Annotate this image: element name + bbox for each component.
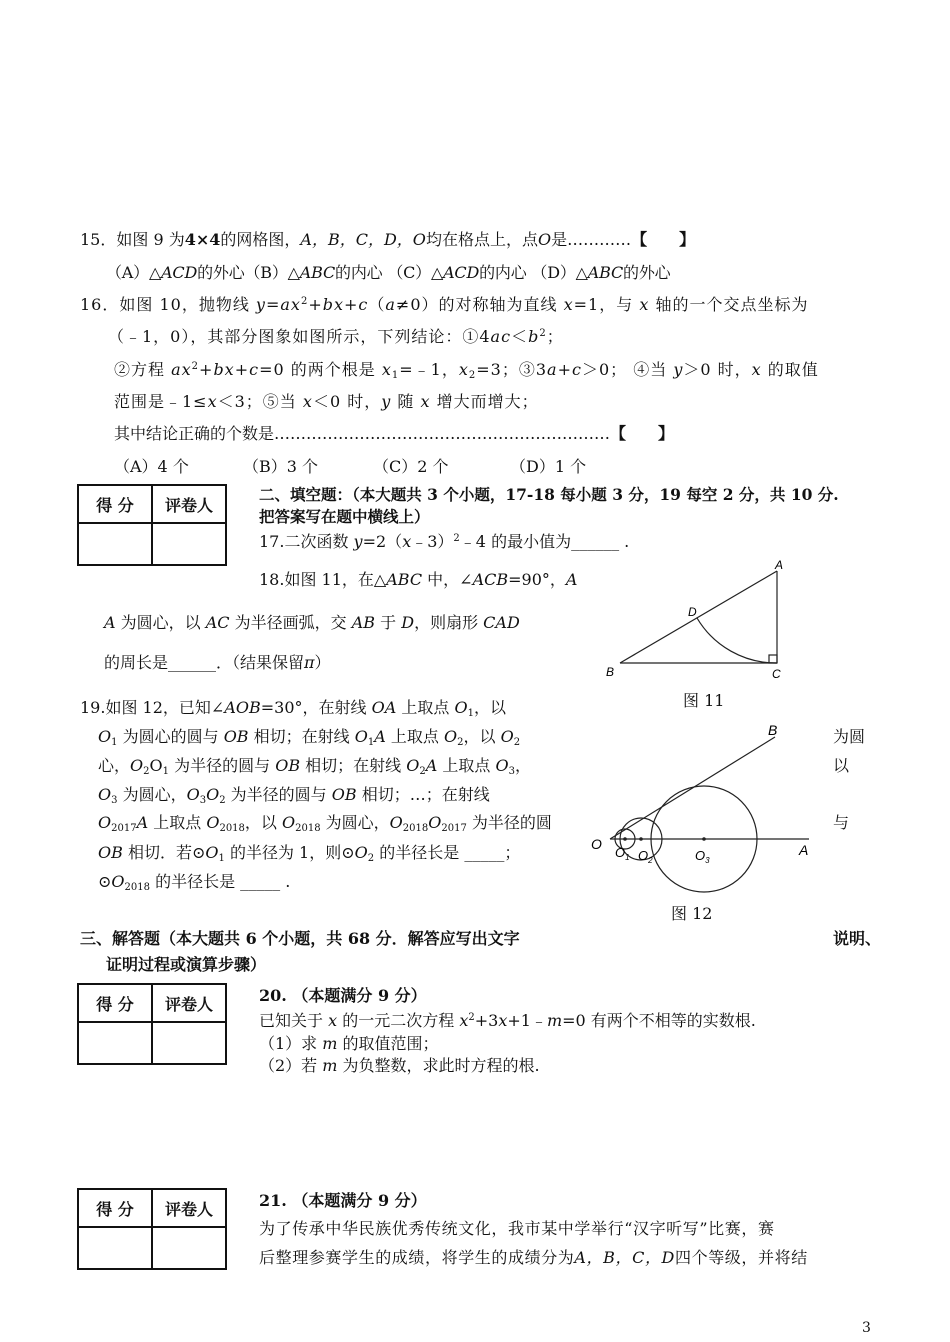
figure-12 bbox=[585, 715, 815, 900]
grader-cell[interactable] bbox=[152, 1227, 226, 1269]
q21-line2: 后整理参赛学生的成绩，将学生的成绩分为A，B，C，D四个等级，并将结 bbox=[259, 1248, 808, 1267]
label-o3: $O_3$ bbox=[695, 848, 710, 865]
q19-right-3: 与 bbox=[833, 813, 850, 832]
q21-title: 21. （本题满分 9 分） bbox=[259, 1191, 427, 1210]
q15-stem: 15．如图 9 为4×4的网格图，A，B，C，D，O均在格点上，点O是…………【 】 bbox=[80, 230, 696, 249]
section3-heading: 三、解答题（本大题共 6 个小题，共 68 分．解答应写出文字 bbox=[80, 929, 520, 948]
q17: 17.二次函数 y=2（x﹣3）$^2$﹣4 的最小值为______ . bbox=[259, 532, 630, 551]
line-ab bbox=[620, 571, 777, 663]
grader-cell[interactable] bbox=[152, 523, 226, 565]
q20-stem: 已知关于 x 的一元二次方程 $x^2+3x+1﹣m=0$ 有两个不相等的实数根. bbox=[259, 1011, 756, 1030]
grader-label: 评卷人 bbox=[152, 984, 226, 1022]
section3-heading-right: 说明、 bbox=[833, 929, 882, 948]
score-box-q20 bbox=[77, 983, 227, 1065]
q18-line3: 的周长是______．（结果保留π） bbox=[104, 653, 331, 672]
q19-line2: $O_1$ 为圆心的圆与 OB 相切；在射线 $O_1A$ 上取点 $O_2$，以 $O_2$ bbox=[98, 727, 521, 748]
grader-label: 评卷人 bbox=[152, 485, 226, 523]
page-number: 3 bbox=[862, 1320, 871, 1336]
q16-line3: ②方程 $ax^2+bx+c=0$ 的两个根是 $x_1=﹣1$，$x_2=3$；③3a+c＞0； ④当 y＞0 时，x 的取值 bbox=[114, 360, 819, 381]
label-c: C bbox=[772, 667, 781, 681]
q19-line7: $⊙O_{2018}$ 的半径长是 _____ . bbox=[98, 872, 291, 893]
score-box-section2 bbox=[77, 484, 227, 566]
label-b: B bbox=[768, 722, 778, 738]
score-box-q21 bbox=[77, 1188, 227, 1270]
right-angle-mark bbox=[769, 655, 777, 663]
label-o1: $O_1$ bbox=[615, 845, 630, 862]
q16-option-b: （B）3 个 bbox=[243, 457, 319, 476]
figure-11-caption: 图 11 bbox=[683, 691, 725, 710]
score-label: 得 分 bbox=[78, 1189, 152, 1227]
q20-sub1: （1）求 m 的取值范围； bbox=[259, 1034, 439, 1053]
q19-right-1: 为圆 bbox=[833, 727, 866, 746]
score-cell[interactable] bbox=[78, 1022, 152, 1064]
q19-right-2: 以 bbox=[833, 756, 850, 775]
q16-options bbox=[114, 456, 189, 478]
q19-blank-1[interactable]: _____ bbox=[464, 843, 505, 862]
score-label: 得 分 bbox=[78, 984, 152, 1022]
section2-heading-2: 把答案写在题中横线上） bbox=[259, 507, 430, 526]
q18-line1: 18.如图 11，在△ABC 中，∠ACB=90°，A bbox=[259, 570, 578, 589]
q15-option-b: （B）△ABC的内心 bbox=[244, 263, 383, 282]
section3-heading-2: 证明过程或演算步骤） bbox=[106, 955, 267, 974]
q16-line3b: 范围是﹣1≤x＜3；⑤当 x＜0 时，y 随 x 增大而增大； bbox=[114, 392, 539, 411]
q19-line6: OB 相切．若$⊙O_1$ 的半径为 1，则$⊙O_2$ 的半径长是 _____； bbox=[98, 843, 521, 864]
label-a: A bbox=[775, 558, 784, 572]
label-o2: $O_2$ bbox=[638, 848, 653, 865]
q19-line1: 19.如图 12，已知∠AOB=30°，在射线 OA 上取点 $O_1$，以 bbox=[80, 698, 506, 719]
label-o: O bbox=[591, 836, 602, 852]
q16-option-a: （A）4 个 bbox=[114, 457, 189, 476]
q16-line4: 其中结论正确的个数是………………………………………………………【 】 bbox=[114, 424, 675, 443]
ray-ob bbox=[610, 737, 775, 839]
q18-line2: A 为圆心，以 AC 为半径画弧，交 AB 于 D，则扇形 CAD bbox=[104, 613, 520, 632]
grader-label: 评卷人 bbox=[152, 1189, 226, 1227]
q19-line3: 心，$O_2O_1$ 为半径的圆与 OB 相切；在射线 $O_2A$ 上取点 $O_3$， bbox=[98, 756, 532, 777]
score-cell[interactable] bbox=[78, 1227, 152, 1269]
figure-12-caption: 图 12 bbox=[671, 904, 713, 923]
label-b: B bbox=[606, 665, 615, 679]
q19-blank-2[interactable]: _____ bbox=[240, 872, 281, 891]
q15-options bbox=[106, 262, 670, 284]
q16-line1: 16．如图 10，抛物线 $y=ax^2+bx+c(a\ne 0)$的对称轴为直线 x=1，与 x 轴的一个交点坐标为 bbox=[80, 295, 809, 314]
arc-cd bbox=[697, 618, 777, 663]
q16-line2: （﹣1，0），其部分图象如图所示，下列结论：$①4ac<b^2$； bbox=[108, 327, 564, 346]
figure-11 bbox=[600, 556, 800, 684]
q15-option-d: （D）△ABC的外心 bbox=[531, 263, 671, 282]
score-label: 得 分 bbox=[78, 485, 152, 523]
q15-option-c: （C）△ACD的内心 bbox=[387, 263, 527, 282]
label-a: A bbox=[799, 842, 809, 858]
label-d: D bbox=[688, 605, 697, 619]
q16-option-d: （D）1 个 bbox=[510, 457, 587, 476]
q19-line4: $O_3$ 为圆心，$O_3O_2$ 为半径的圆与 OB 相切；…；在射线 bbox=[98, 785, 490, 806]
q15-option-a: （A）△ACD的外心 bbox=[106, 263, 245, 282]
grader-cell[interactable] bbox=[152, 1022, 226, 1064]
score-cell[interactable] bbox=[78, 523, 152, 565]
q20-title: 20. （本题满分 9 分） bbox=[259, 986, 427, 1005]
q16-option-c: （C）2 个 bbox=[373, 457, 449, 476]
q20-sub2: （2）若 m 为负整数，求此时方程的根. bbox=[259, 1056, 540, 1075]
section2-heading: 二、填空题：（本大题共 3 个小题，17-18 每小题 3 分，19 每空 2 分，共 10 分. bbox=[259, 485, 839, 504]
q21-line1: 为了传承中华民族优秀传统文化，我市某中学举行“汉字听写”比赛，赛 bbox=[259, 1219, 775, 1238]
q19-line5: $O_{2017}A$ 上取点 $O_{2018}$，以 $O_{2018}$ 为圆心，$O_{2018}O_{2017}$ 为半径的圆 bbox=[98, 813, 552, 834]
